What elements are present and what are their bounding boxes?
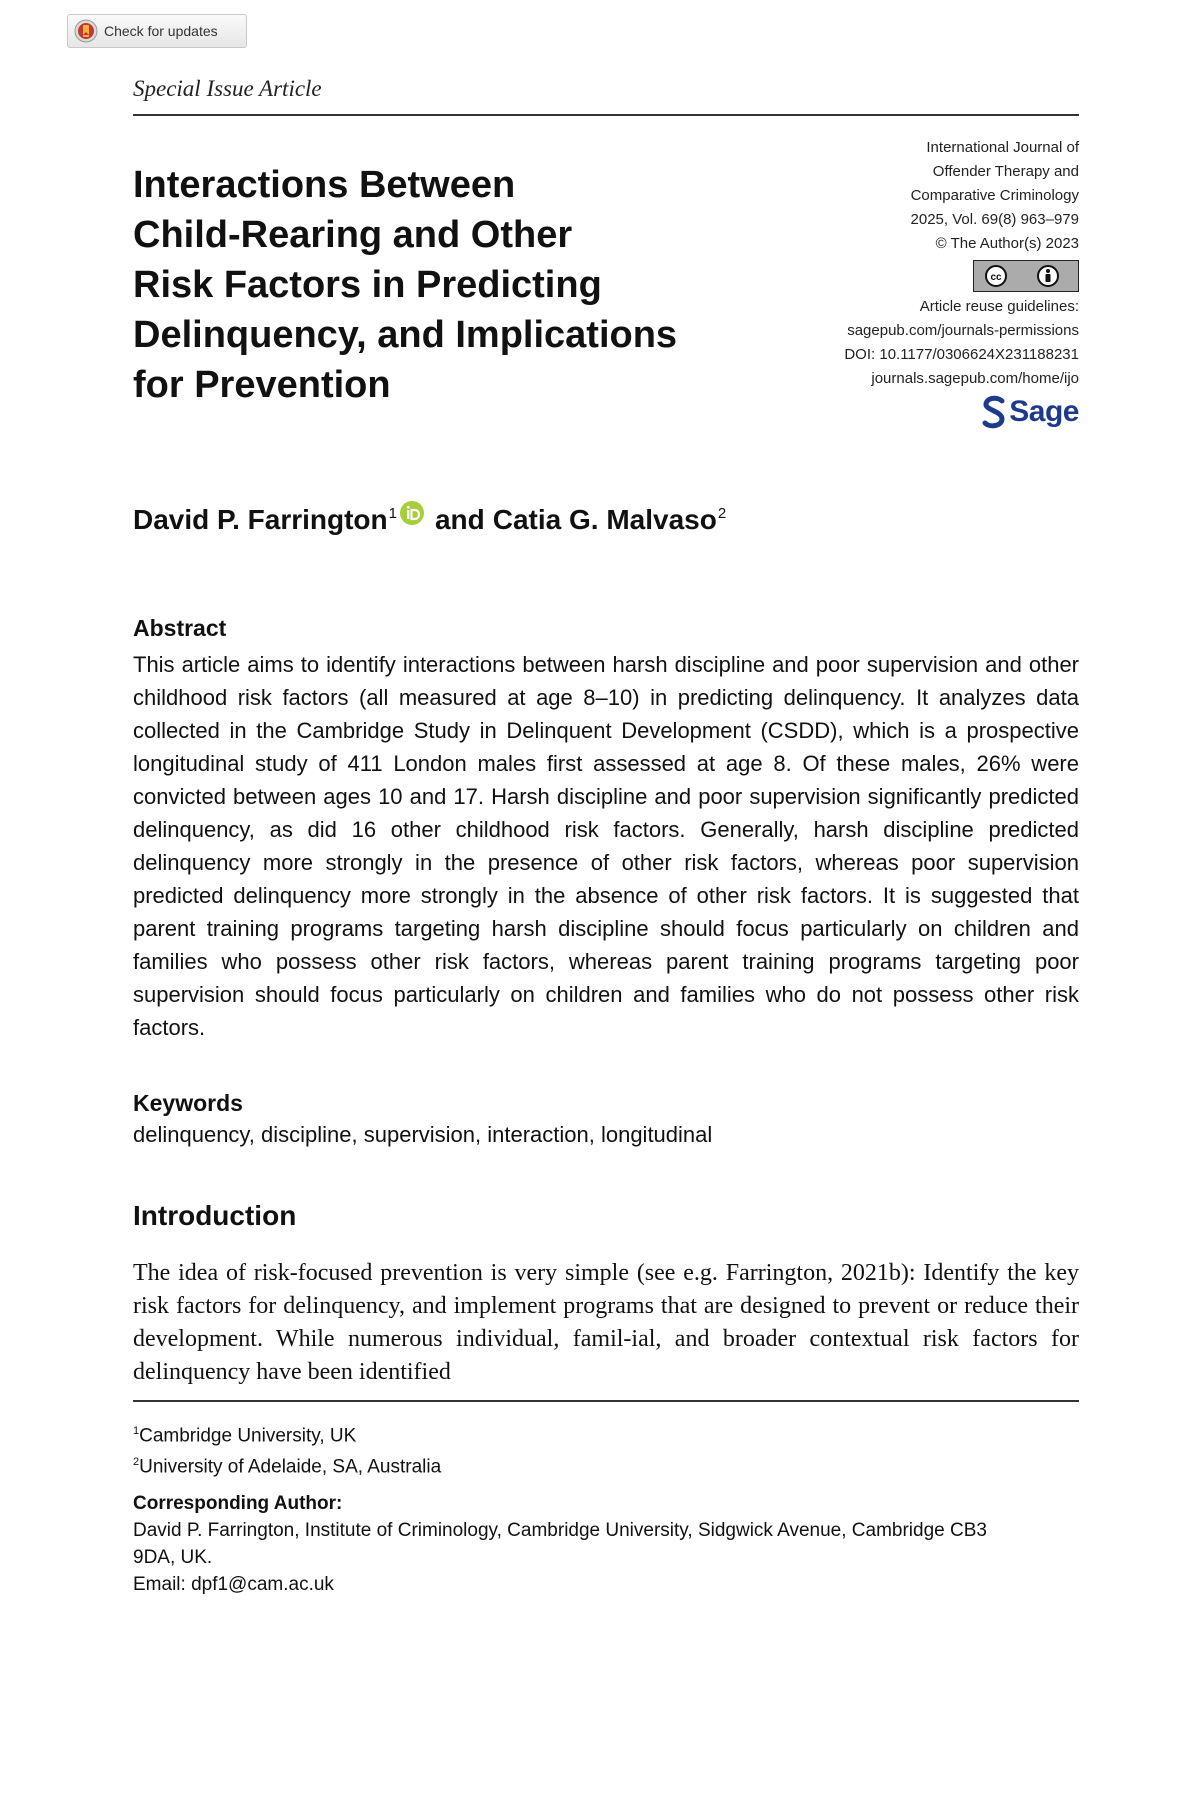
publisher-name: Sage: [1009, 395, 1079, 428]
affiliation-text: Cambridge University, UK: [139, 1425, 357, 1447]
introduction-heading: Introduction: [133, 1200, 297, 1231]
affiliation-text: University of Adelaide, SA, Australia: [139, 1456, 442, 1478]
keywords-heading: Keywords: [133, 1090, 243, 1116]
journal-name-line2: Offender Therapy and: [932, 163, 1079, 180]
journal-name-line1: International Journal of: [926, 139, 1079, 156]
corresponding-email: [133, 1571, 1079, 1598]
check-for-updates-label: Check for updates: [104, 23, 218, 39]
author-name[interactable]: Catia G. Malvaso: [492, 504, 717, 535]
journal-copyright: © The Author(s) 2023: [935, 235, 1079, 252]
header-divider: [133, 114, 1079, 116]
doi-link[interactable]: DOI: 10.1177/0306624X231188231: [844, 346, 1079, 363]
article-type: Special Issue Article: [133, 76, 322, 101]
affiliations: [133, 1418, 441, 1481]
corresponding-author: [133, 1490, 1079, 1598]
journal-home-link[interactable]: journals.sagepub.com/home/ijo: [871, 370, 1079, 387]
reuse-guidelines-link[interactable]: sagepub.com/journals-permissions: [847, 322, 1079, 339]
article-title: Interactions Between Child-Rearing and Other Risk Factors in Predicting Delinquency, and Implications for Prevention: [133, 164, 678, 406]
orcid-icon[interactable]: [399, 500, 425, 526]
corresponding-address-cont: 9DA, UK.: [133, 1547, 213, 1568]
affiliation-marker: 1: [388, 505, 397, 522]
corresponding-heading: Corresponding Author:: [133, 1493, 343, 1514]
sage-logo: [982, 395, 1079, 429]
corresponding-address: David P. Farrington, Institute of Criminology, Cambridge University, Sidgwick Avenue, Cambridge CB3: [133, 1520, 987, 1541]
affiliation-marker: 2: [717, 505, 727, 522]
affiliation-1: [133, 1418, 441, 1449]
author-conjunction: and: [434, 504, 485, 535]
check-for-updates-button[interactable]: [67, 14, 247, 48]
author-line: [133, 504, 726, 536]
journal-name-line3: Comparative Criminology: [910, 187, 1079, 204]
affiliation-2: [133, 1449, 441, 1480]
author-name[interactable]: David P. Farrington: [133, 504, 388, 535]
introduction-text: The idea of risk-focused prevention is very simple (see e.g. Farrington, 2021b): Identify the key risk factors for delinquency, and implement programs that are designed to prevent or reduce their development. While numerous individual, famil-ial, and broader contextual risk factors for delinquency have been identified: [133, 1260, 1079, 1385]
journal-volume: 2025, Vol. 69(8) 963–979: [910, 211, 1079, 228]
sage-s-icon: [982, 395, 1006, 429]
journal-meta: [739, 136, 1079, 437]
affiliation-number: 1: [133, 1425, 140, 1437]
abstract-text: This article aims to identify interactions between harsh discipline and poor supervision and other childhood risk factors (all measured at age 8–10) in predicting delinquency. It analyzes data collected in the Cambridge Study in Delinquent Development (CSDD), which is a prospective longitudinal study of 411 London males first assessed at age 8. Of these males, 26% were convicted between ages 10 and 17. Harsh discipline and poor supervision significantly predicted delinquency, as did 16 other childhood risk factors. Generally, harsh discipline predicted delinquency more strongly in the presence of other risk factors, whereas poor supervision predicted delinquency more strongly in the absence of other risk factors. It is suggested that parent training programs targeting harsh discipline should focus particularly on children and families who possess other risk factors, whereas parent training programs targeting poor supervision should focus particularly on children and families who do not possess other risk factors.: [133, 652, 1079, 1040]
crossmark-icon: [74, 19, 98, 43]
keywords-text: delinquency, discipline, supervision, interaction, longitudinal: [133, 1122, 713, 1147]
footnote-divider: [133, 1400, 1079, 1402]
email-link[interactable]: dpf1@cam.ac.uk: [191, 1574, 334, 1595]
reuse-guidelines-label: Article reuse guidelines:: [919, 298, 1079, 315]
svg-text:cc: cc: [990, 272, 1002, 283]
cc-by-icon[interactable]: [973, 260, 1079, 292]
abstract-heading: Abstract: [133, 615, 227, 641]
email-label: Email:: [133, 1574, 186, 1595]
affiliation-number: 2: [133, 1456, 140, 1469]
